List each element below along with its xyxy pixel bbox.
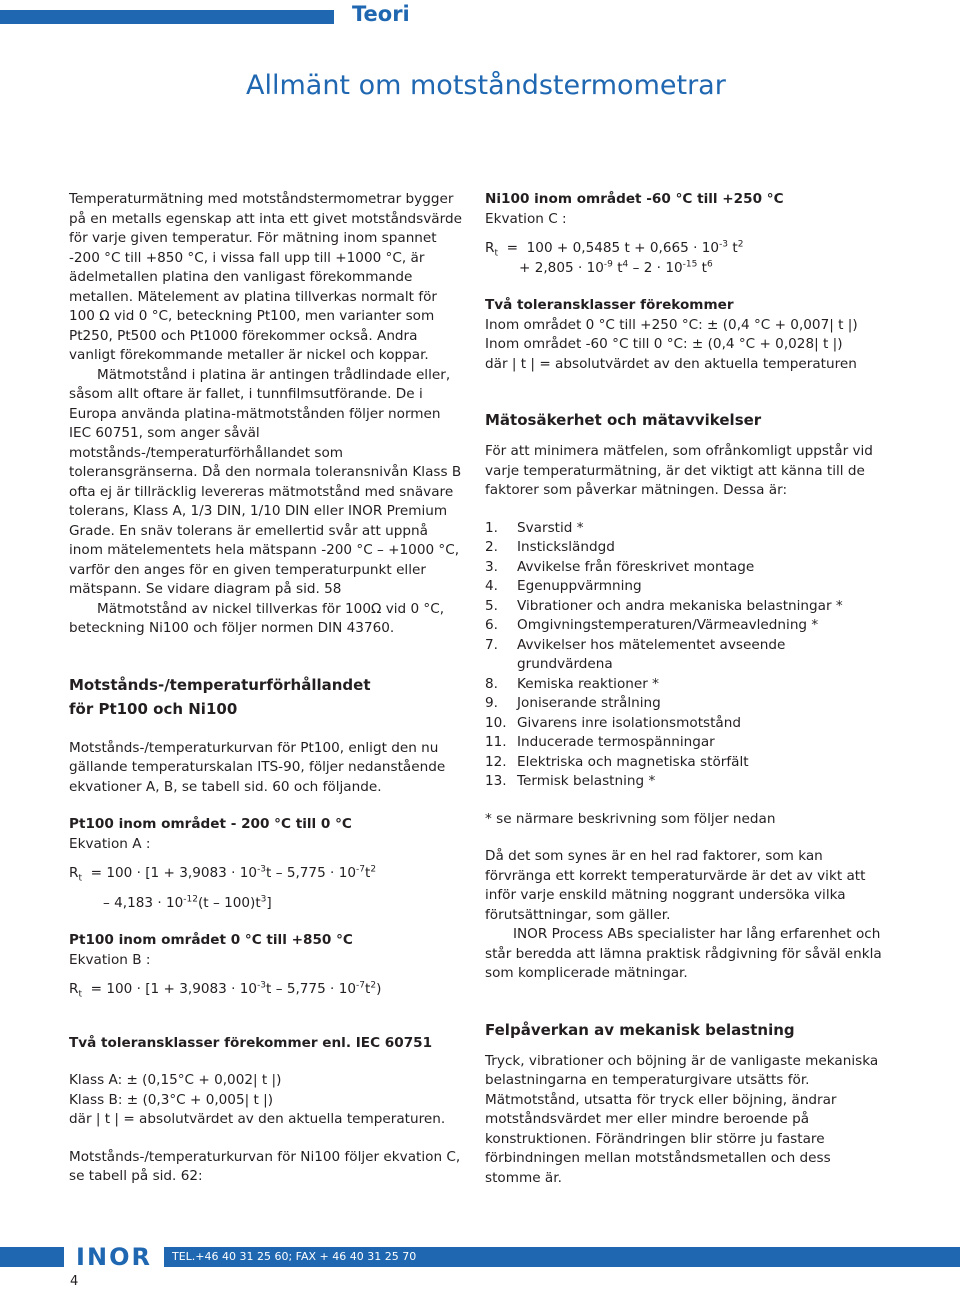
equation-c-label: Ekvation C : xyxy=(485,210,567,227)
equation-c-line-1: $R_t = 100 + 0,5485$ $t + 0,665 \cdot 10^{-3}$ $t^2$ xyxy=(485,239,744,259)
accuracy-heading: Mätosäkerhet och mätavvikelser xyxy=(485,411,762,429)
relation-paragraph: Motstånds-/temperaturkurvan för Pt100, enligt den nu gällande temperaturskalan ITS-90, följer nedanstående ekvationer A, B, se tabell sid. 60 och följande. xyxy=(69,739,446,795)
mechanical-paragraph: Tryck, vibrationer och böjning är de vanligaste mekaniska belastningarna en temperaturgivare utsätts för. Mätmotstånd, utsatta för tryck eller böjning, ändrar motståndsvärdet mer eller mindre beroende på konstruktionen. Förändringen blir större ju fastare förbindningen mellan motståndsmetallen och dess stomme är. xyxy=(485,1052,879,1186)
ni-tolerance-2: Inom området -60 °C till 0 °C: ± (0,4 °C + 0,028| t |) xyxy=(485,336,843,352)
factor-number: 13. xyxy=(485,773,507,789)
logo-wordmark: INOR xyxy=(76,1243,152,1271)
factor-text: Elektriska och magnetiska störfält xyxy=(517,753,749,770)
equation-a-label: Ekvation A : xyxy=(69,835,151,852)
factor-number: 11. xyxy=(485,734,507,750)
factor-text: Joniserande strålning xyxy=(517,695,661,711)
footnote: * se närmare beskrivning som följer nedan xyxy=(485,810,776,827)
factor-number: 6. xyxy=(485,617,498,633)
accuracy-paragraph: För att minimera mätfelen, som ofrånkomligt uppstår vid varje temperaturmätning, är det viktigt att känna till de faktorer som påverkar mätningen. Dessa är: xyxy=(485,443,873,498)
factor-text: Avvikelser hos mätelementet avseende grundvärdena xyxy=(517,636,786,672)
factor-item xyxy=(485,753,885,773)
section-label: Teori xyxy=(352,2,410,26)
right-column xyxy=(485,190,885,1188)
equation-b-line-1: $R_t = 100 \cdot [1 + 3,9083 \cdot 10^{-3}t - 5,775 \cdot 10^{-7}t^2)$ xyxy=(69,980,382,1000)
ni-tolerance-note: där | t | = absolutvärdet av den aktuella temperaturen xyxy=(485,355,857,372)
tolerance-heading: Två toleransklasser förekommer enl. IEC 60751 xyxy=(69,1034,433,1051)
factor-text: Givarens inre isolationsmotstånd xyxy=(517,714,742,731)
equation-a-line-2: – $4,183 \cdot 10^{-12}(t - 100)t^3$] xyxy=(103,893,272,911)
factor-item xyxy=(485,597,885,617)
relation-heading-line-2: för Pt100 och Ni100 xyxy=(69,699,238,718)
factor-text: Kemiska reaktioner * xyxy=(517,675,659,692)
factor-text: Insticksländgd xyxy=(517,539,615,555)
intro-paragraph-3: Mätmotstånd av nickel tillverkas för 100Ω vid 0 °C, beteckning Ni100 och följer normen DIN 43760. xyxy=(69,600,445,636)
factor-item xyxy=(485,733,885,753)
factor-item xyxy=(485,772,885,792)
contact-info: TEL.+46 40 31 25 60; FAX + 46 40 31 25 70 xyxy=(172,1250,417,1263)
factor-number: 3. xyxy=(485,558,498,575)
factor-number: 4. xyxy=(485,578,498,594)
factor-item xyxy=(485,675,885,695)
factor-item xyxy=(485,558,885,578)
equation-b-heading: Pt100 inom området 0 °C till +850 °C xyxy=(69,932,353,948)
inor-logo xyxy=(64,1243,164,1271)
intro-paragraph-1: Temperaturmätning med motståndstermometrar bygger på en metalls egenskap att inta ett givet motståndsvärde för varje given temperatur. För mätning inom spannet -200 °C till +850 °C, i vissa fall upp till +1000 °C, är ädelmetallen platina den vanligast förekommande metallen. Mätelement av platina tillverkas normalt för 100 Ω vid 0 °C, beteckning Pt100, men varianter som Pt250, Pt500 och Pt1000 förekommer också. Andra vanligt förekommande metaller är nickel och koppar. xyxy=(69,191,462,363)
tolerance-class-a: Klass A: ± (0,15°C + 0,002| t |) xyxy=(69,1072,282,1088)
header-accent-bar xyxy=(0,10,334,24)
factor-text: Omgivningstemperaturen/Värmeavledning * xyxy=(517,617,819,633)
summary-paragraph-1: Då det som synes är en hel rad faktorer, som kan förvränga ett korrekt temperaturvärde är det av vikt att inför varje enskild mätning noggrant undersöka vilka förutsättningar, som gäller. xyxy=(485,848,866,923)
factor-text: Egenuppvärmning xyxy=(517,578,642,594)
tolerance-note: där | t | = absolutvärdet av den aktuella temperaturen. xyxy=(69,1111,446,1127)
factor-item xyxy=(485,636,885,675)
left-column xyxy=(69,190,464,1187)
mechanical-heading: Felpåverkan av mekanisk belastning xyxy=(485,1020,795,1039)
page-number: 4 xyxy=(70,1274,79,1289)
factor-number: 12. xyxy=(485,753,507,770)
summary-paragraph-2: INOR Process ABs specialister har lång erfarenhet och står beredda att lämna praktisk rådgivning för såväl enkla som komplicerade mätningar. xyxy=(485,926,882,981)
factor-item xyxy=(485,577,885,597)
relation-heading-line-1: Motstånds-/temperaturförhållandet xyxy=(69,675,371,694)
factor-number: 9. xyxy=(485,695,498,711)
factor-item xyxy=(485,694,885,714)
page-title: Allmänt om motståndstermometrar xyxy=(246,70,726,101)
factor-number: 2. xyxy=(485,539,498,555)
factor-text: Termisk belastning * xyxy=(517,773,656,789)
factor-number: 7. xyxy=(485,636,498,653)
factor-list xyxy=(485,519,885,792)
equation-c-heading: Ni100 inom området -60 °C till +250 °C xyxy=(485,191,784,207)
factor-item xyxy=(485,616,885,636)
equation-a-heading: Pt100 inom området - 200 °C till 0 °C xyxy=(69,816,352,832)
intro-paragraph-2: Mätmotstånd i platina är antingen trådlindade eller, såsom allt oftare är fallet, i tunnfilmsutförande. De i Europa använda platina-mätmotstånden följer normen IEC 60751, som anger såväl motstånds-/temperaturförhållandet som toleransgränserna. Då den normala toleransnivån Klass B ofta ej är tillräcklig levereras mätmotstånd med snävare tolerans, Klass A, 1/3 DIN, 1/10 DIN eller INOR Premium Grade. En snäv tolerans är emellertid svår att uppnå inom mätelementets hela mätspann -200 °C – +1000 °C, varför den anges för en given temperaturpunkt eller mätspann. Se vidare diagram på sid. 58 xyxy=(69,366,462,597)
factor-number: 8. xyxy=(485,675,498,692)
equation-b-label: Ekvation B : xyxy=(69,951,151,968)
factor-text: Svarstid * xyxy=(517,519,584,536)
factor-number: 5. xyxy=(485,597,498,614)
factor-text: Vibrationer och andra mekaniska belastningar * xyxy=(517,597,843,614)
factor-number: 1. xyxy=(485,519,498,536)
tolerance-class-b: Klass B: ± (0,3°C + 0,005| t |) xyxy=(69,1091,274,1108)
equation-c-line-2: + $2,805 \cdot 10^{-9}$ $t^4 - 2 \cdot 10^{-15}$ $t^6$ xyxy=(519,258,713,276)
factor-text: Avvikelse från föreskrivet montage xyxy=(517,558,755,575)
ni-tolerance-1: Inom området 0 °C till +250 °C: ± (0,4 °C + 0,007| t |) xyxy=(485,316,858,333)
factor-text: Inducerade termospänningar xyxy=(517,734,715,750)
ni100-paragraph: Motstånds-/temperaturkurvan för Ni100 följer ekvation C, se tabell på sid. 62: xyxy=(69,1148,461,1184)
equation-a-line-1: $R_t = 100 \cdot [1 + 3,9083 \cdot 10^{-3}t - 5,775 \cdot 10^{-7}t^2$ xyxy=(69,864,377,884)
ni-tolerance-heading: Två toleransklasser förekommer xyxy=(485,297,734,313)
factor-item xyxy=(485,714,885,734)
factor-item xyxy=(485,538,885,558)
factor-item xyxy=(485,519,885,539)
factor-number: 10. xyxy=(485,714,507,731)
